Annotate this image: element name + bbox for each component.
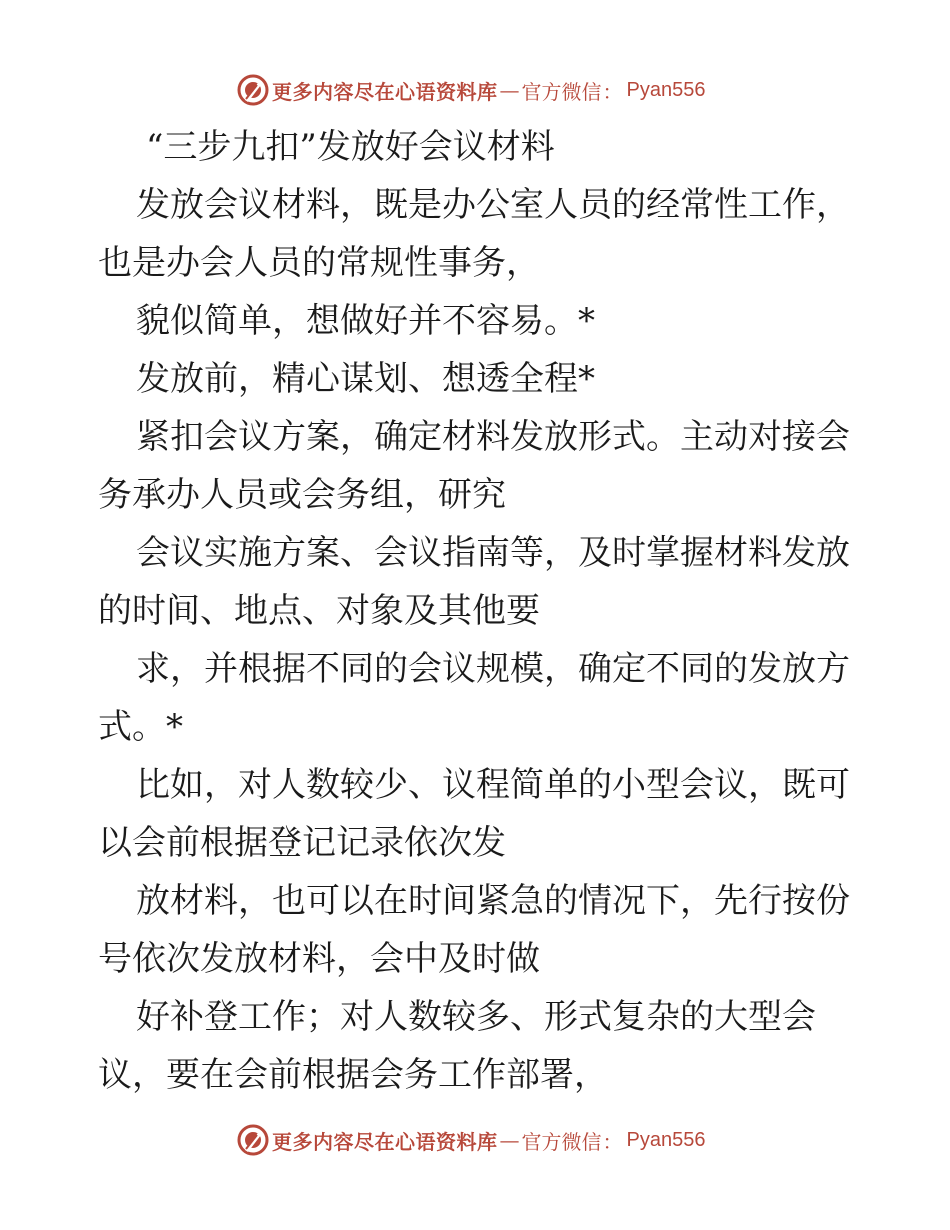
header-banner-dash: —	[499, 78, 520, 102]
header-banner-inner	[236, 70, 705, 110]
document-body	[98, 118, 858, 1104]
paragraph-line: 求，并根据不同的会议规模，确定不同的发放方式。*	[98, 649, 850, 747]
paragraph-line: 好补登工作；对人数较多、形式复杂的大型会议，要在会前根据会务工作部署，	[98, 997, 816, 1095]
footer-banner-colon: ：	[602, 1129, 623, 1154]
header-banner	[0, 70, 950, 110]
pen-logo-icon	[236, 1123, 270, 1157]
paragraph-line: 发放前，精心谋划、想透全程*	[136, 359, 595, 399]
footer-banner-dash: —	[499, 1128, 520, 1152]
header-wechat-id: Pyan556	[626, 78, 706, 101]
footer-banner-inner	[236, 1120, 705, 1160]
footer-banner-text: 更多内容尽在心语资料库	[272, 1129, 498, 1154]
paragraph-line: 比如，对人数较少、议程简单的小型会议，既可以会前根据登记记录依次发	[98, 765, 850, 863]
header-banner-colon: ：	[602, 79, 623, 104]
header-banner-text: 更多内容尽在心语资料库	[272, 79, 498, 104]
paragraph-line: 发放会议材料，既是办公室人员的经常性工作，也是办会人员的常规性事务，	[98, 185, 850, 283]
header-banner-official: 官方微信	[521, 79, 602, 104]
document-title: “三步九扣”发放好会议材料	[146, 127, 555, 167]
footer-banner	[0, 1120, 950, 1160]
paragraph-line: 紧扣会议方案，确定材料发放形式。主动对接会务承办人员或会务组，研究	[98, 417, 850, 515]
paragraph-line: 貌似简单，想做好并不容易。*	[136, 301, 595, 341]
pen-logo-icon	[236, 73, 270, 107]
footer-banner-official: 官方微信	[521, 1129, 602, 1154]
paragraph-line: 会议实施方案、会议指南等，及时掌握材料发放的时间、地点、对象及其他要	[98, 533, 850, 631]
footer-wechat-id: Pyan556	[626, 1128, 706, 1151]
paragraph-line: 放材料，也可以在时间紧急的情况下，先行按份号依次发放材料，会中及时做	[98, 881, 850, 979]
